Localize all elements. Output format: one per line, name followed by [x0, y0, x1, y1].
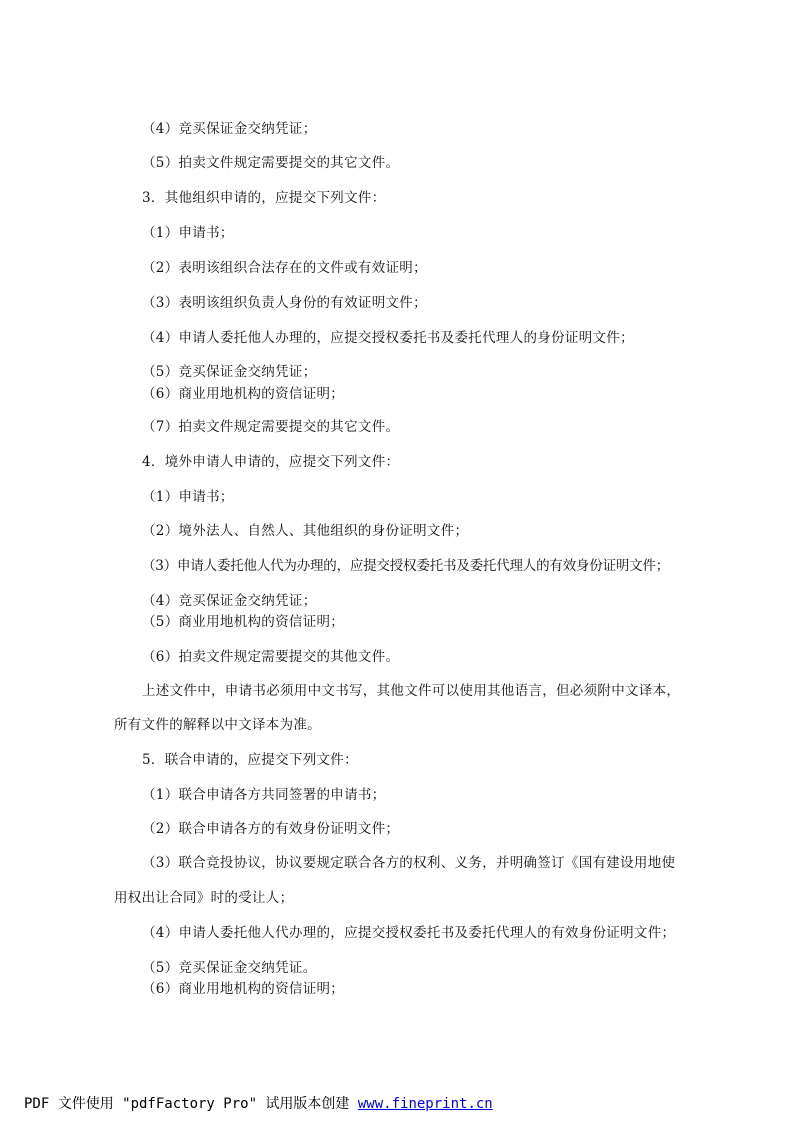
text-line: （1）申请书； [142, 225, 234, 241]
text-line: （1）联合申请各方共同签署的申请书； [142, 787, 386, 803]
text-line: 上述文件中，申请书必须用中文书写，其他文件可以使用其他语言，但必须附中文译本， [142, 683, 681, 699]
text-line: （4）申请人委托他人代办理的，应提交授权委托书及委托代理人的有效身份证明文件； [142, 925, 676, 941]
text-line: （3）联合竞投协议，协议要规定联合各方的权利、义务，并明确签订《国有建设用地使 [142, 855, 676, 871]
text-line: （6）拍卖文件规定需要提交的其他文件。 [142, 649, 400, 665]
text-line: （4）竞买保证金交纳凭证； [142, 593, 317, 609]
text-line: （1）申请书； [142, 489, 234, 505]
text-line: （6）商业用地机构的资信证明； [142, 981, 345, 997]
footer-link[interactable]: www.fineprint.cn [357, 1096, 493, 1112]
footer-text: PDF 文件使用 "pdfFactory Pro" 试用版本创建 [24, 1096, 358, 1112]
text-line: （4）竞买保证金交纳凭证； [142, 121, 317, 137]
text-line: （5）竞买保证金交纳凭证； [142, 364, 317, 380]
text-line: （6）商业用地机构的资信证明； [142, 386, 345, 402]
text-line: 用权出让合同》时的受让人； [114, 890, 294, 906]
text-line: 4．境外申请人申请的，应提交下列文件： [142, 454, 400, 470]
text-line: （7）拍卖文件规定需要提交的其它文件。 [142, 419, 400, 435]
text-line: 5．联合申请的，应提交下列文件： [142, 752, 358, 768]
text-line: （3）表明该组织负责人身份的有效证明文件； [142, 295, 427, 311]
pdf-footer [24, 1093, 493, 1113]
text-line: （3）申请人委托他人代为办理的，应提交授权委托书及委托代理人的有效身份证明文件； [142, 558, 670, 574]
text-line: （5）竞买保证金交纳凭证。 [142, 960, 317, 976]
text-line: （2）境外法人、自然人、其他组织的身份证明文件； [142, 523, 469, 539]
text-line: （4）申请人委托他人办理的，应提交授权委托书及委托代理人的身份证明文件； [142, 330, 634, 346]
text-line: （2）联合申请各方的有效身份证明文件； [142, 821, 400, 837]
text-line: （5）商业用地机构的资信证明； [142, 614, 345, 630]
text-line: 3．其他组织申请的，应提交下列文件： [142, 190, 386, 206]
text-line: （2）表明该组织合法存在的文件或有效证明； [142, 260, 427, 276]
text-line: （5）拍卖文件规定需要提交的其它文件。 [142, 155, 400, 171]
text-line: 所有文件的解释以中文译本为准。 [114, 717, 321, 733]
